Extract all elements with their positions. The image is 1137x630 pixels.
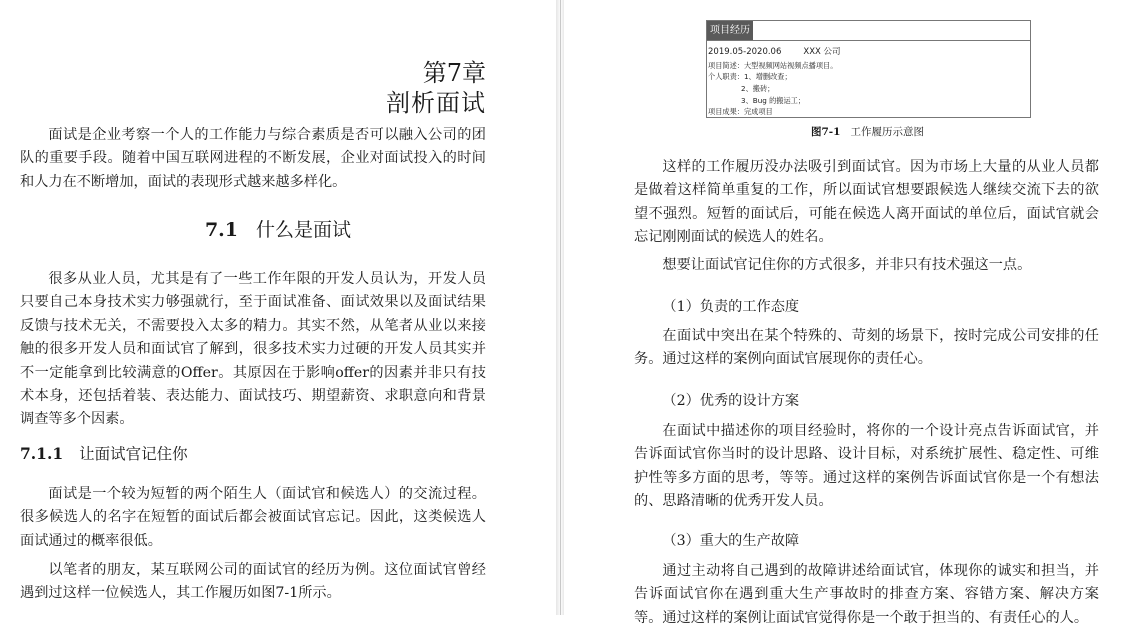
point-3-text: 通过主动将自己遇到的故障讲述给面试官，体现你的诚实和担当，并告诉面试官你在遇到重大生产事故时的排查方案、容错方案、解决方案等。通过这样的案例让面试官觉得你是一个敢于担当的、有责任心的人。 [634, 563, 1099, 626]
figure-line: 3、Bug 的搬运工； [741, 96, 806, 105]
point-1-title: （1）负责的工作态度 [662, 299, 800, 315]
figure-caption-text: 工作履历示意图 [850, 126, 924, 138]
work-history-figure [706, 20, 1031, 118]
figure-period-row [708, 47, 841, 57]
page-divider [560, 0, 561, 615]
section-paragraph: 很多从业人员，尤其是有了一些工作年限的开发人员认为，开发人员只要自己本身技术实力够强就行，至于面试准备、面试效果以及面试结果反馈与技术无关，不需要投入太多的精力。其实不然，从笔者从业以来接触的很多开发人员和面试官了解到，很多技术实力过硬的开发人员其实并不一定能拿到比较满意的Offer。其原因在于影响offer的因素并非只有技术本身，还包括着装、表达能力、面试技巧、期望薪资、求职意向和背景调查等多个因素。 [20, 271, 486, 428]
figure-company: XXX 公司 [803, 47, 841, 57]
figure-header [707, 21, 1030, 41]
subsection-paragraph-2: 以笔者的朋友，某互联网公司的面试官的经历为例。这位面试官曾经遇到过这样一位候选人，其工作履历如图7-1所示。 [20, 562, 486, 602]
chapter-title: 剖析面试 [386, 89, 486, 117]
section-number: 7.1 [204, 219, 239, 241]
paragraph-2: 想要让面试官记住你的方式很多，并非只有技术强这一点。 [662, 257, 1032, 273]
right-page [564, 0, 1137, 626]
subsection-paragraph-1: 面试是一个较为短暂的两个陌生人（面试官和候选人）的交流过程。很多候选人的名字在短暂的面试后都会被面试官忘记。因此，这类候选人面试通过的概率很低。 [20, 486, 486, 549]
chapter-number: 第7章 [422, 59, 486, 87]
intro-paragraph: 面试是企业考察一个人的工作能力与综合素质是否可以融入公司的团队的重要手段。随着中国互联网进程的不断发展，企业对面试投入的时间和人力在不断增加，面试的表现形式越来越多样化。 [20, 127, 486, 190]
figure-caption [706, 125, 1029, 139]
figure-line: 个人职责：1、增删改查； [708, 72, 792, 81]
figure-period: 2019.05-2020.06 [708, 47, 782, 57]
subsection-number: 7.1.1 [20, 444, 64, 463]
point-3-title: （3）重大的生产故障 [662, 533, 800, 549]
figure-caption-number: 图7-1 [811, 126, 841, 138]
point-1-text: 在面试中突出在某个特殊的、苛刻的场景下，按时完成公司安排的任务。通过这样的案例向面试官展现你的责任心。 [634, 328, 1099, 368]
figure-header-label: 项目经历 [707, 21, 753, 40]
section-heading [0, 217, 556, 243]
figure-line: 项目成果：完成项目 [708, 107, 773, 116]
subsection-heading [20, 443, 188, 465]
subsection-title: 让面试官记住你 [79, 445, 188, 463]
left-page [0, 0, 556, 615]
paragraph-1: 这样的工作履历没办法吸引到面试官。因为市场上大量的从业人员都是做着这样简单重复的工作，所以面试官想要跟候选人继续交流下去的欲望不强烈。短暂的面试后，可能在候选人离开面试的单位后，面试官就会忘记刚刚面试的候选人的姓名。 [634, 159, 1099, 246]
figure-line: 项目简述：大型视频网站视频点播项目。 [708, 61, 838, 70]
section-title: 什么是面试 [256, 219, 352, 241]
point-2-title: （2）优秀的设计方案 [662, 393, 800, 409]
figure-line: 2、搬砖； [741, 84, 775, 93]
point-2-text: 在面试中描述你的项目经验时，将你的一个设计亮点告诉面试官，并告诉面试官你当时的设计思路、设计目标，对系统扩展性、稳定性、可维护性等多方面的思考，等等。通过这样的案例告诉面试官你是一个有想法的、思路清晰的优秀开发人员。 [634, 423, 1099, 510]
